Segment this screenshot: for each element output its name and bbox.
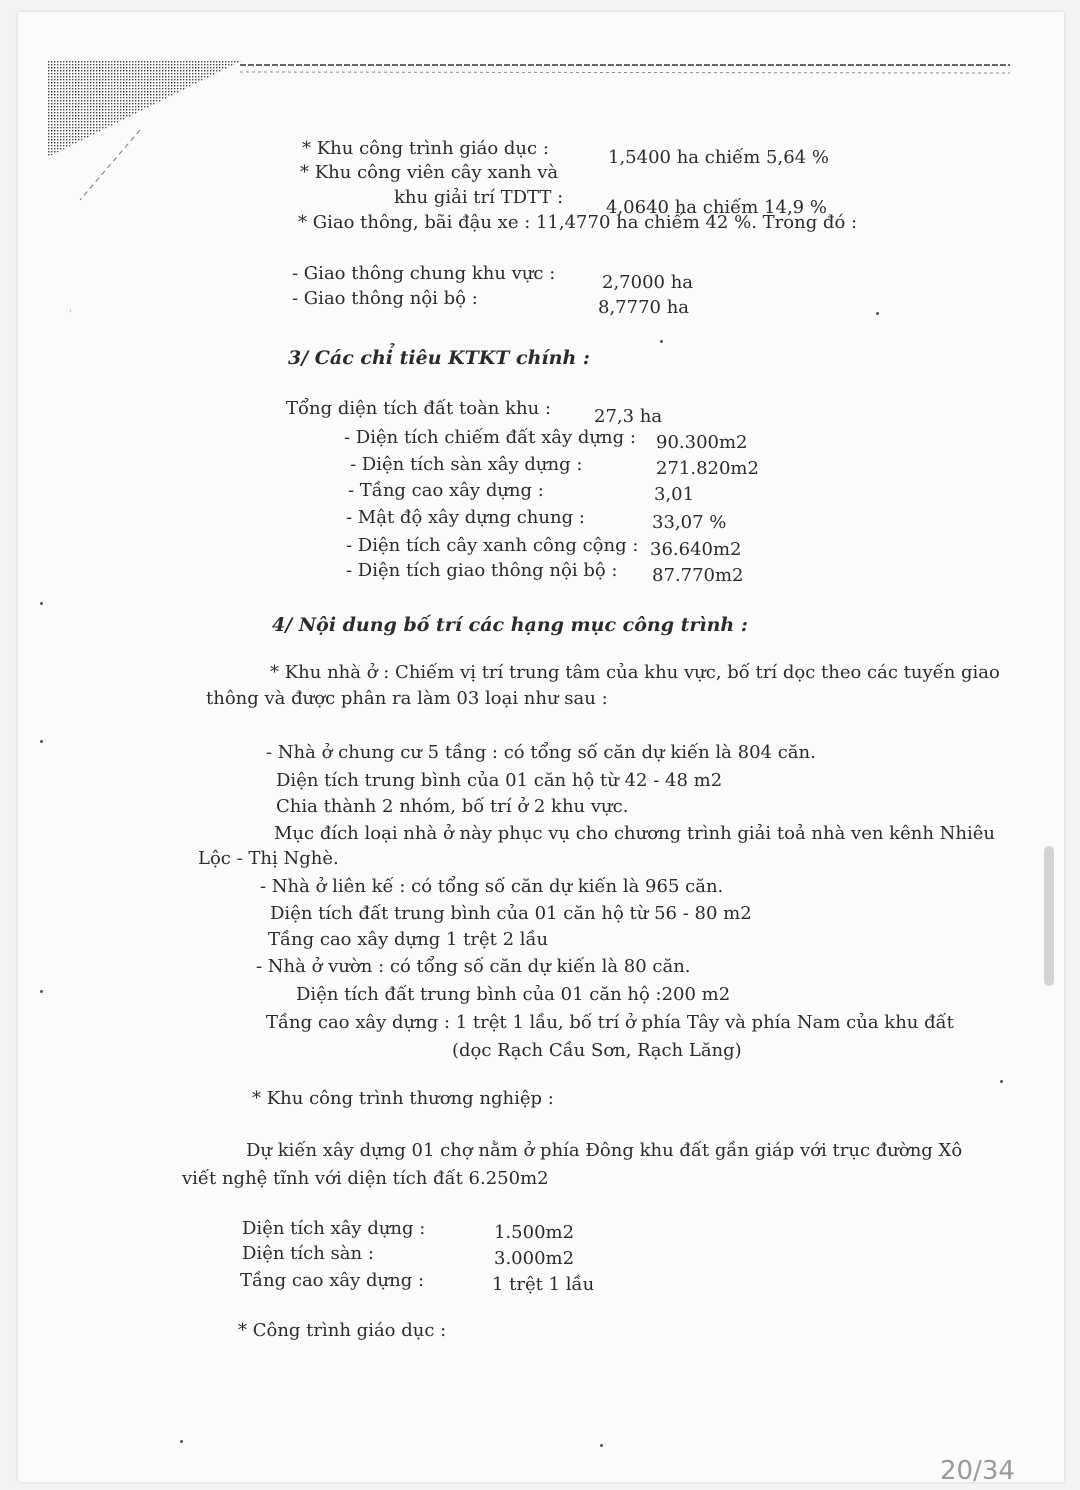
education-heading: * Công trình giáo dục : (238, 1320, 447, 1341)
commercial-label: Diện tích xây dựng : (242, 1218, 426, 1239)
commercial-label: Diện tích sàn : (242, 1243, 374, 1264)
scan-speck (1000, 1080, 1003, 1083)
regional-traffic-value: 2,7000 ha (602, 272, 694, 293)
commercial-text: Dự kiến xây dựng 01 chợ nằm ở phía Đông khu đất gần giáp với trục đường Xô (246, 1140, 963, 1161)
housing-intro: thông và được phân ra làm 03 loại như sau : (206, 688, 608, 709)
regional-traffic-label: - Giao thông chung khu vực : (292, 263, 556, 284)
park-label-line2: khu giải trí TDTT : (394, 187, 564, 208)
scan-speck (180, 1440, 183, 1443)
commercial-heading: * Khu công trình thương nghiệp : (252, 1088, 554, 1109)
commercial-value: 1 trệt 1 lầu (492, 1274, 595, 1295)
apartment-text: Lộc - Thị Nghè. (198, 848, 339, 869)
commercial-text: viết nghệ tĩnh với diện tích đất 6.250m2 (182, 1168, 549, 1189)
housing-intro: * Khu nhà ở : Chiếm vị trí trung tâm của khu vực, bố trí dọc theo các tuyến giao (270, 662, 1000, 683)
scan-speck (40, 990, 43, 993)
apartment-text: Chia thành 2 nhóm, bố trí ở 2 khu vực. (276, 796, 629, 817)
kpi-label: - Diện tích chiếm đất xây dựng : (344, 427, 636, 448)
total-area-value: 27,3 ha (594, 406, 663, 427)
kpi-label: - Diện tích cây xanh công cộng : (346, 535, 639, 556)
garden-house-text: - Nhà ở vườn : có tổng số căn dự kiến là 80 căn. (256, 956, 691, 977)
kpi-value: 36.640m2 (650, 539, 742, 560)
townhouse-text: Tầng cao xây dựng 1 trệt 2 lầu (268, 929, 549, 950)
apartment-text: Mục đích loại nhà ở này phục vụ cho chương trình giải toả nhà ven kênh Nhiêu (274, 823, 995, 844)
kpi-label: - Mật độ xây dựng chung : (346, 507, 585, 528)
commercial-label: Tầng cao xây dựng : (240, 1270, 425, 1291)
traffic-line: * Giao thông, bãi đậu xe : 11,4770 ha chiếm 42 %. Trong đó : (298, 212, 858, 233)
park-label-line1: * Khu công viên cây xanh và (300, 162, 559, 183)
kpi-label: - Tầng cao xây dựng : (348, 480, 544, 501)
kpi-value: 271.820m2 (656, 458, 759, 479)
education-value: 1,5400 ha chiếm 5,64 % (608, 147, 829, 168)
kpi-value: 3,01 (654, 484, 695, 505)
total-area-label: Tổng diện tích đất toàn khu : (286, 398, 551, 419)
kpi-value: 33,07 % (652, 512, 727, 533)
internal-traffic-label: - Giao thông nội bộ : (292, 288, 478, 309)
apartment-text: Diện tích trung bình của 01 căn hộ từ 42 - 48 m2 (276, 770, 723, 791)
education-label: * Khu công trình giáo dục : (302, 138, 549, 159)
scrollbar-thumb[interactable] (1044, 846, 1054, 986)
kpi-value: 87.770m2 (652, 565, 744, 586)
section-3-heading: 3/ Các chỉ tiêu KTKT chính : (288, 347, 590, 369)
townhouse-text: - Nhà ở liên kế : có tổng số căn dự kiến là 965 căn. (260, 876, 724, 897)
townhouse-text: Diện tích đất trung bình của 01 căn hộ từ 56 - 80 m2 (270, 903, 752, 924)
section-4-heading: 4/ Nội dung bố trí các hạng mục công trình : (272, 614, 748, 636)
scan-speck (600, 1444, 603, 1447)
garden-house-text: (dọc Rạch Cầu Sơn, Rạch Lăng) (452, 1040, 742, 1061)
commercial-value: 1.500m2 (494, 1222, 575, 1243)
scan-speck (40, 602, 43, 605)
scan-speck (876, 312, 879, 315)
scan-speck (660, 340, 663, 343)
park-value: 4,0640 ha chiếm 14,9 % (606, 197, 827, 218)
scan-speck (40, 740, 43, 743)
kpi-label: - Diện tích giao thông nội bộ : (346, 560, 618, 581)
commercial-value: 3.000m2 (494, 1248, 575, 1269)
kpi-label: - Diện tích sàn xây dựng : (350, 454, 583, 475)
kpi-value: 90.300m2 (656, 432, 748, 453)
scan-top-line (240, 62, 1010, 76)
scan-margin-marks (70, 130, 150, 330)
garden-house-text: Tầng cao xây dựng : 1 trệt 1 lầu, bố trí ở phía Tây và phía Nam của khu đất (266, 1012, 954, 1033)
apartment-text: - Nhà ở chung cư 5 tầng : có tổng số căn dự kiến là 804 căn. (266, 742, 816, 763)
garden-house-text: Diện tích đất trung bình của 01 căn hộ :200 m2 (296, 984, 731, 1005)
internal-traffic-value: 8,7770 ha (598, 297, 690, 318)
page-indicator: 20/34 (940, 1456, 1015, 1486)
